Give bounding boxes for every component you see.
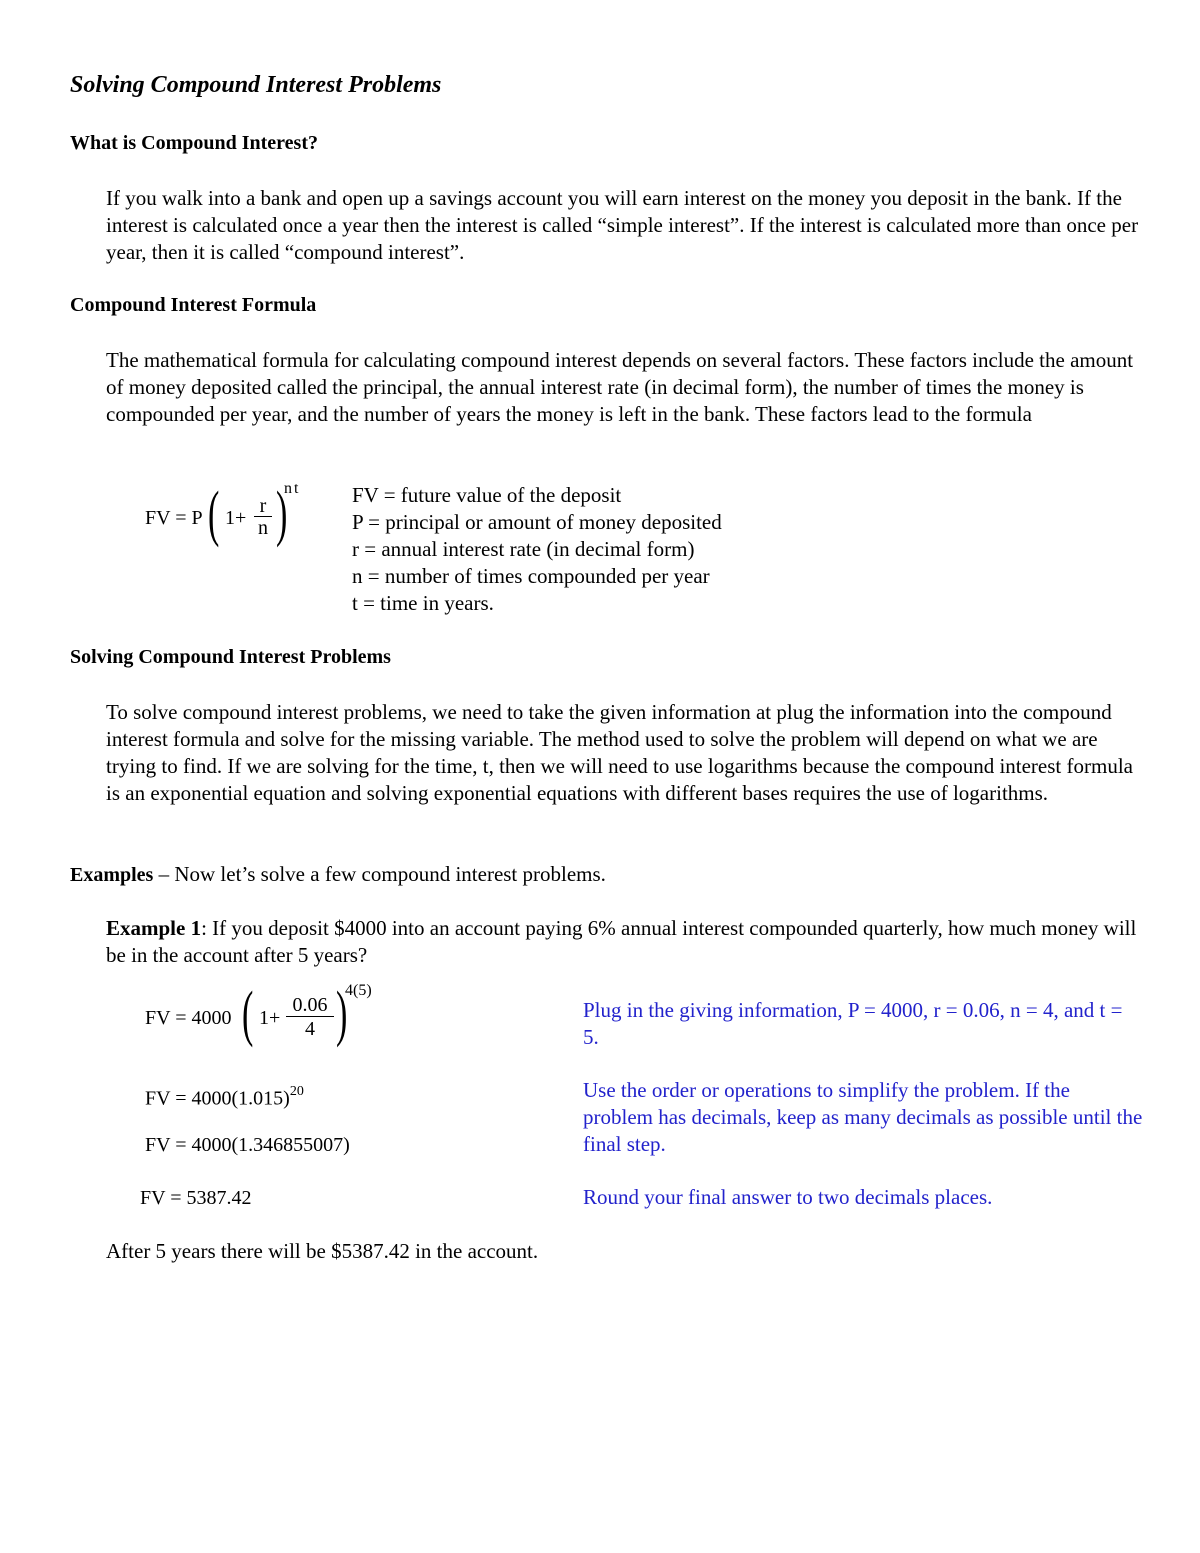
- section-heading-what-is: What is Compound Interest?: [70, 132, 318, 154]
- section-paragraph-solving: To solve compound interest problems, we need to take the given information at plug the information into the compound interest formula and solve for the missing variable. The method used to solve the problem will depend on what we are trying to find. If we are solving for the time, t, then we will need to use logarithms because the compound interest formula is an exponential equation and solving exponential equations with different bases requires the use of logarithms.: [106, 700, 1133, 805]
- formula-numerator: r: [259, 495, 267, 517]
- step-2-expression: [145, 1086, 304, 1111]
- step-1-exponent: 4(5): [345, 982, 372, 999]
- example-1-question-text: : If you deposit $4000 into an account paying 6% annual interest compounded quarterly, how much money will be in the account after 5 years?: [106, 916, 1137, 967]
- section-paragraph-what-is: If you walk into a bank and open up a savings account you will earn interest on the money you deposit in the bank. If the interest is calculated once a year then the interest is called “simple interest”. If the interest is calculated more than once per year, then it is called “compound interest”.: [106, 186, 1139, 264]
- formula-denominator: n: [254, 516, 272, 539]
- step-2-note: Use the order or operations to simplify the problem. If the problem has decimals, keep as many decimals as possible until the final step.: [583, 1078, 1143, 1156]
- step-1-one-plus: 1+: [259, 1007, 281, 1029]
- step-1-left-paren: (: [242, 980, 254, 1048]
- section-heading-solving: Solving Compound Interest Problems: [70, 646, 391, 668]
- example-1-conclusion: After 5 years there will be $5387.42 in the account.: [106, 1239, 539, 1263]
- step-1-note: Plug in the giving information, P = 4000, r = 0.06, n = 4, and t = 5.: [583, 998, 1123, 1049]
- examples-intro: [70, 862, 606, 887]
- step-1-numerator: 0.06: [292, 994, 328, 1016]
- definition-t: t = time in years.: [352, 591, 494, 615]
- step-4-note: Round your final answer to two decimals places.: [583, 1185, 993, 1209]
- section-paragraph-formula: The mathematical formula for calculating compound interest depends on several factors. These factors include the amount of money deposited called the principal, the annual interest rate (in decimal form), the number of times the money is compounded per year, and the number of years the money is left in the bank. These factors lead to the formula: [106, 348, 1134, 426]
- example-1-question: [106, 915, 1146, 969]
- formula-exponent: nt: [284, 480, 301, 497]
- step-1-right-paren: ): [336, 980, 348, 1048]
- formula-right-paren: ): [276, 480, 288, 548]
- example-1-label: Example 1: [106, 916, 202, 940]
- step-2-base: FV = 4000(1.015): [145, 1087, 290, 1110]
- definition-p: P = principal or amount of money deposited: [352, 510, 722, 534]
- formula-definitions: [352, 482, 722, 617]
- formula-lhs: FV = P: [145, 507, 203, 529]
- formula-one-plus: 1+: [225, 507, 247, 529]
- step-1-lhs: FV = 4000: [145, 1007, 232, 1029]
- definition-fv: FV = future value of the deposit: [352, 483, 622, 507]
- examples-intro-text: – Now let’s solve a few compound interest problems.: [153, 862, 606, 886]
- step-1-denominator: 4: [286, 1016, 334, 1041]
- page-title: Solving Compound Interest Problems: [70, 72, 442, 98]
- examples-label: Examples: [70, 864, 154, 886]
- step-3-expression: FV = 4000(1.346855007): [145, 1134, 350, 1156]
- definition-n: n = number of times compounded per year: [352, 564, 710, 588]
- section-heading-formula: Compound Interest Formula: [70, 294, 317, 316]
- step-1-fraction: [286, 994, 334, 1041]
- definition-r: r = annual interest rate (in decimal form): [352, 537, 695, 561]
- formula-left-paren: (: [208, 480, 220, 548]
- step-4-expression: FV = 5387.42: [140, 1187, 252, 1209]
- step-2-exponent: 20: [289, 1084, 304, 1099]
- formula-fraction: [254, 496, 272, 539]
